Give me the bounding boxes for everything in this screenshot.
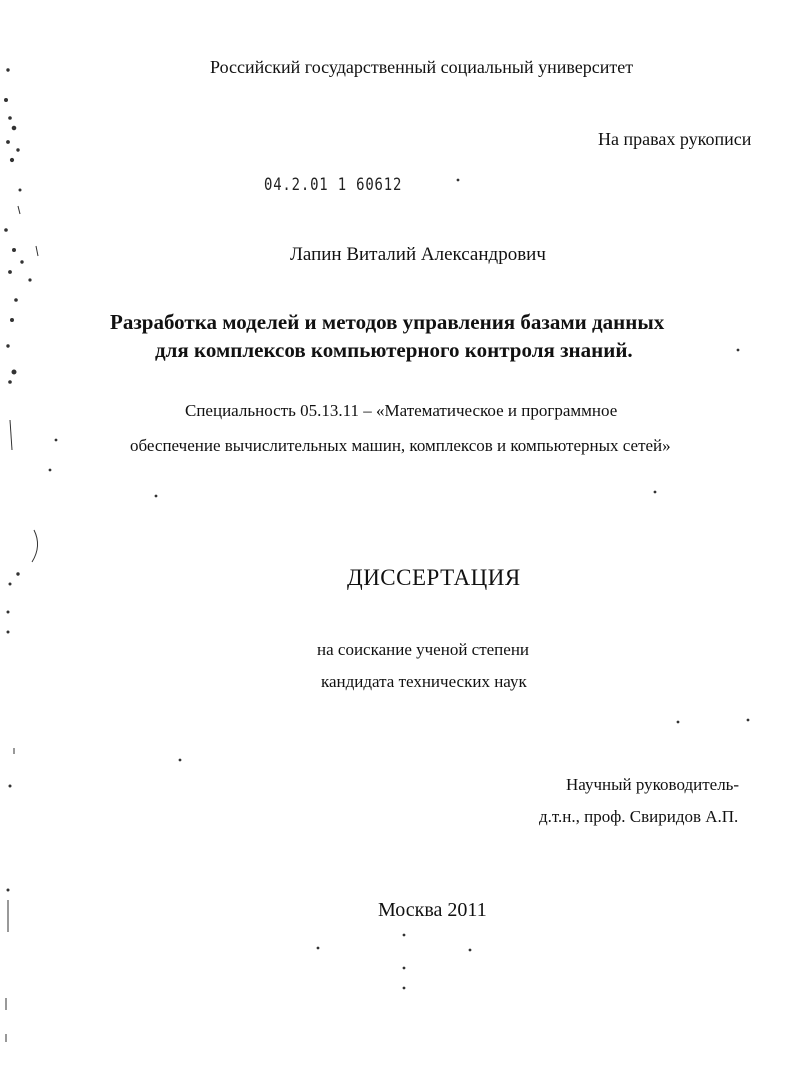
- specialty-line-2: обеспечение вычислительных машин, комплексов и компьютерных сетей»: [130, 436, 671, 455]
- document-type-heading: ДИССЕРТАЦИЯ: [347, 565, 521, 590]
- university-name: Российский государственный социальный университет: [210, 57, 634, 77]
- dissertation-title-line-2: для комплексов компьютерного контроля знаний.: [155, 338, 633, 362]
- rights-notice: На правах рукописи: [598, 129, 752, 149]
- city-year: Москва 2011: [378, 899, 487, 921]
- supervisor-label: Научный руководитель-: [566, 775, 740, 794]
- degree-line-2: кандидата технических наук: [321, 672, 527, 691]
- specialty-line-1: Специальность 05.13.11 – «Математическое и программное: [185, 401, 618, 420]
- supervisor-name: д.т.н., проф. Свиридов А.П.: [539, 807, 739, 826]
- registry-code: 04.2.01 1 60612: [264, 175, 403, 195]
- dissertation-title-line-1: Разработка моделей и методов управления базами данных: [110, 310, 665, 334]
- degree-line-1: на соискание ученой степени: [317, 640, 530, 659]
- author-name: Лапин Виталий Александрович: [290, 244, 546, 265]
